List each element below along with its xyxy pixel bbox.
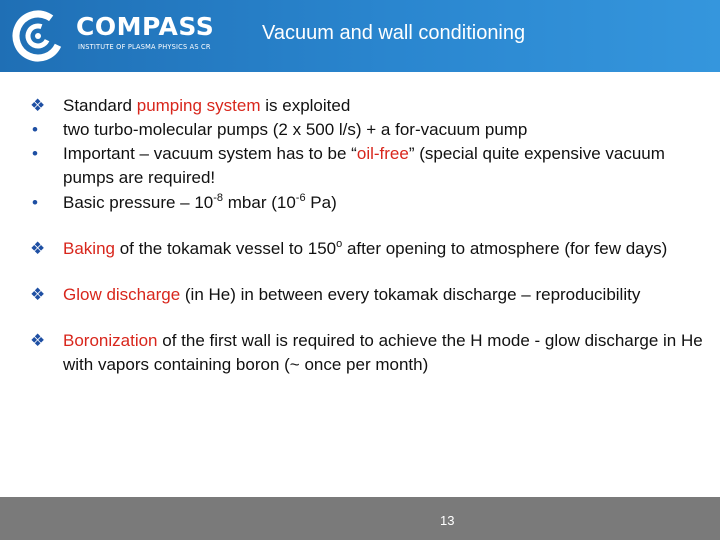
text: (in He) in between every tokamak discharge – reproducibility [180,284,641,304]
diamond-bullet-icon: ❖ [30,284,46,304]
bullet-dot-icon: • [32,192,38,212]
text: two turbo-molecular pumps (2 x 500 l/s) + a for-vacuum pump [63,120,528,140]
section-baking [30,237,710,261]
section-boronization [30,329,710,377]
bullet-item [30,191,710,215]
text: ” (special quite expensive vacuum pumps are required! [63,144,665,188]
text: of the first wall is required to achieve the H mode - glow discharge in He with vapors containing boron (~ once per month) [63,330,703,374]
highlight-text: Glow discharge [63,284,181,304]
logo-subtitle: INSTITUTE OF PLASMA PHYSICS AS CR [78,43,211,51]
diamond-bullet-icon: ❖ [30,330,46,350]
bullet-dot-icon: • [32,120,38,140]
section-glow-discharge [30,283,710,307]
highlight-text: Boronization [63,330,158,350]
text: Standard [63,96,137,115]
slide-content [30,94,710,377]
header-bar [0,0,720,72]
text: is exploited [260,96,351,115]
diamond-bullet-icon: ❖ [30,238,46,258]
text: Important – vacuum system has to be “ [63,144,357,164]
compass-c-logo-icon [12,10,68,62]
highlight-text: oil-free [356,144,409,164]
superscript: -6 [295,191,306,204]
page-number: 13 [440,513,455,528]
text: mbar (10 [223,192,296,212]
text: after opening to atmosphere (for few days) [342,238,668,258]
superscript: -8 [213,191,224,204]
logo-wordmark: COMPASS [76,12,215,41]
compass-logo [12,10,222,62]
superscript: o [336,237,343,250]
bullet-item [30,118,710,142]
highlight-text: Baking [63,238,115,258]
footer-bar [0,497,720,540]
diamond-bullet-icon: ❖ [30,96,46,115]
section-pumping [30,94,710,118]
text: of the tokamak vessel to 150 [114,238,337,258]
bullet-dot-icon: • [32,144,38,164]
slide-title: Vacuum and wall conditioning [262,22,526,44]
text: Pa) [305,192,337,212]
highlight-text: pumping system [136,96,261,115]
bullet-item [30,142,710,190]
text: Basic pressure – 10 [63,192,214,212]
